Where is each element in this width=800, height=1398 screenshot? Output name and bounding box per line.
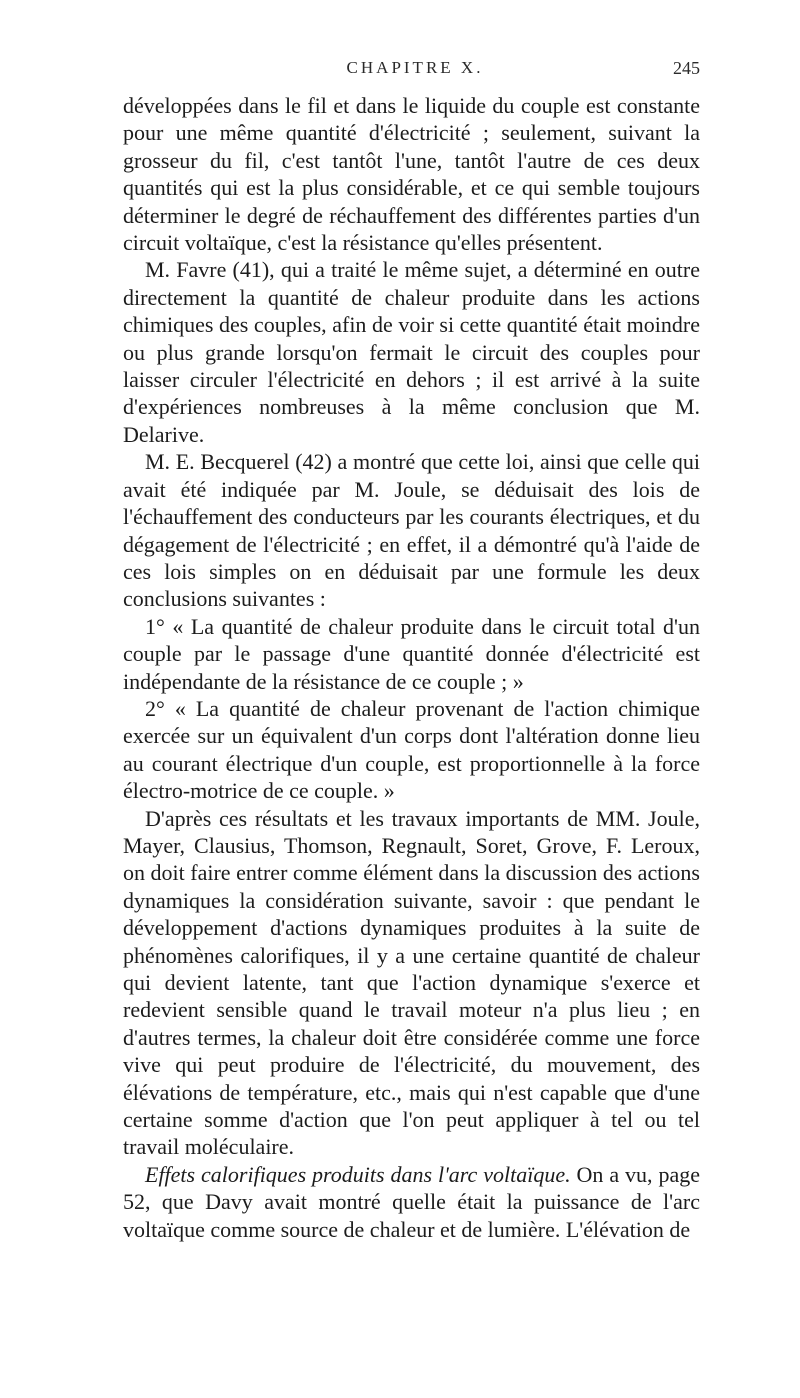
paragraph-becquerel: M. E. Becquerel (42) a montré que cette loi, ainsi que celle qui avait été indiquée par M. Joule, se déduisait des lois de l'échauffement des conducteurs par les courants électriques, et du dégagement de l'électricité ; en effet, il a démontré qu'à l'aide de ces lois simples on en déduisait par une formule les deux conclusions suivantes :: [123, 449, 700, 612]
paragraph-joule-mayer: D'après ces résultats et les travaux importants de MM. Joule, Mayer, Clausius, Thomson, Regnault, Soret, Grove, F. Leroux, on doit faire entrer comme élément dans la discussion des actions dynamiques la considération suivante, savoir : que pendant le développement d'actions dynamiques produites à la suite de phénomènes calorifiques, il y a une certaine quantité de chaleur qui devient latente, tant que l'action dynamique s'exerce et redevient sensible quand le travail moteur n'a plus lieu ; en d'autres termes, la chaleur doit être considérée comme une force vive qui peut produire de l'électricité, du mouvement, des élévations de température, etc., mais qui n'est capable que d'une certaine somme d'action que l'on peut appliquer à tel ou tel travail moléculaire.: [123, 805, 700, 1160]
paragraph-conclusion-1: 1° « La quantité de chaleur produite dans le circuit total d'un couple par le passage d'une quantité donnée d'électricité est indépendante de la résistance de ce couple ; »: [123, 613, 700, 694]
paragraph-effets-calorifiques: [123, 1161, 700, 1243]
running-head: [130, 58, 700, 88]
section-lead-italic: Effets calorifiques produits dans l'arc voltaïque.: [145, 1161, 571, 1187]
section-lead-text: On a vu, page 52, que Davy avait montré quelle était la puissance de l'arc voltaïque comme source de chaleur et de lumière. L'élévation de: [123, 1161, 700, 1242]
paragraph-favre: M. Favre (41), qui a traité le même sujet, a déterminé en outre directement la quantité de chaleur produite dans les actions chimiques des couples, afin de voir si cette quantité était moindre ou plus grande lorsqu'on fermait le circuit des couples pour laisser circuler l'électricité en dehors ; il est arrivé à la suite d'expériences nombreuses à la même conclusion que M. Delarive.: [123, 257, 700, 447]
paragraph-conclusion-2: 2° « La quantité de chaleur provenant de l'action chimique exercée sur un équivalent d'un corps dont l'altération donne lieu au courant électrique d'un couple, est proportionnelle à la force électro-motrice de ce couple. »: [123, 695, 700, 804]
paragraph-continuation: développées dans le fil et dans le liquide du couple est constante pour une même quantité d'électricité ; seulement, suivant la grosseur du fil, c'est tantôt l'une, tantôt l'autre de ces deux quantités qui est la plus considérable, et ce qui semble toujours déterminer le degré de réchauffement des différentes parties d'un circuit voltaïque, c'est la résistance qu'elles présentent.: [123, 93, 700, 256]
page-number: 245: [673, 58, 700, 78]
body-text: [123, 92, 700, 1243]
chapter-title: CHAPITRE X.: [346, 58, 484, 77]
